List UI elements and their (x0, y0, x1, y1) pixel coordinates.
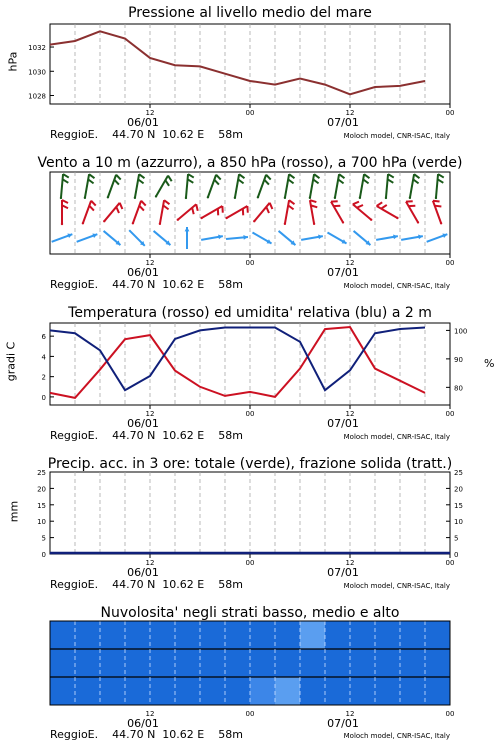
y-right-tick-label: 10 (454, 518, 463, 527)
wind-850-barb-shaft (160, 200, 164, 224)
time-tick-label: 00 (445, 259, 455, 267)
wind-10m-arrow (427, 233, 448, 241)
wind-850-barb-barb (120, 203, 123, 209)
wind-10m-arrow (252, 233, 271, 244)
wind-850-barb-shaft (310, 200, 314, 224)
wind-850-barb-head (313, 223, 315, 225)
cloud-cell (250, 621, 276, 649)
wind-850-barb-shaft (227, 206, 248, 218)
time-tick-label: 00 (245, 410, 255, 418)
wind-850-barb (353, 202, 373, 221)
wind-850-barb-barb (89, 206, 94, 211)
wind-850-barb (284, 200, 295, 225)
wind-850-barb-head (417, 221, 419, 223)
wind-700-barb (185, 174, 194, 199)
wind-850-barb-barb (139, 206, 144, 211)
wind-700-barb-shaft (108, 175, 116, 198)
wind-850-barb-barb (141, 201, 146, 206)
wind-700-barb (84, 174, 95, 199)
wind-850-barb-head (396, 217, 398, 219)
cloud-cell (350, 621, 376, 649)
y-right-tick-label: 5 (454, 534, 459, 543)
wind-700-barb-head (84, 197, 86, 199)
wind-850-barb-shaft (133, 201, 141, 224)
time-tick-label: 12 (345, 710, 355, 718)
date-label: 07/01 (327, 266, 359, 279)
cloud-cell (375, 677, 401, 705)
wind-700-barb-shaft (235, 174, 239, 198)
wind-10m-arrow (327, 233, 346, 244)
wind-700-barb-head (185, 197, 187, 199)
time-tick-label: 12 (145, 259, 155, 267)
wind-10m-arrow (201, 234, 223, 239)
wind-700-barb-shaft (360, 174, 364, 198)
y-right-tick-label: 25 (454, 469, 463, 477)
wind-850-barb-head (103, 220, 105, 222)
cloud-cell (75, 649, 101, 677)
pressure-title: Pressione al livello medio del mare (128, 5, 372, 21)
wind-700-barb-barb (138, 179, 143, 183)
wind-850-barb-barb (289, 200, 294, 204)
cloud-cell (400, 677, 426, 705)
time-tick-label: 12 (145, 410, 155, 418)
wind-850-barb-shaft (353, 204, 371, 219)
wind-850-barb-shaft (104, 203, 119, 221)
time-tick-label: 12 (345, 109, 355, 117)
credit-label-1: Moloch model, CNR-ISAC, Italy (343, 132, 450, 140)
cloud-cell (150, 649, 176, 677)
time-tick-label: 00 (445, 710, 455, 718)
wind-850-barb (331, 201, 344, 223)
time-tick-label: 12 (145, 710, 155, 718)
wind-700-barb (385, 174, 394, 199)
y-right-tick-label: 90 (454, 355, 463, 364)
wind-700-barb-barb (364, 174, 369, 178)
time-tick-label: 12 (145, 109, 155, 117)
plot-frame-3 (50, 472, 450, 554)
wind-700-barb-head (385, 197, 387, 199)
wind-700-barb-barb (165, 180, 169, 186)
y-tick-label: 10 (37, 518, 46, 527)
date-label: 06/01 (127, 566, 159, 579)
time-tick-label: 00 (245, 109, 255, 117)
wind-700-barb-barb (63, 179, 69, 183)
wind-700-barb-shaft (386, 174, 388, 198)
wind-700-barb-barb (438, 174, 444, 178)
wind-850-barb (61, 200, 68, 225)
cloud-cell (100, 621, 126, 649)
wind-850-barb-shaft (331, 202, 343, 223)
wind-700-barb-shaft (61, 174, 63, 198)
credit-label-3: Moloch model, CNR-ISAC, Italy (343, 433, 450, 441)
wind-700-barb-barb (338, 179, 343, 183)
cloud-cell (325, 649, 351, 677)
wind-700-barb-shaft (258, 175, 266, 198)
wind-700-barb-head (155, 195, 157, 197)
wind-10m-arrow (185, 227, 190, 249)
y-tick-label: 5 (41, 534, 46, 543)
y-tick-label: 1028 (28, 92, 46, 101)
wind-700-barb-shaft (208, 175, 216, 198)
temperature-line (50, 327, 425, 398)
wind-850-barb-shaft (406, 202, 418, 223)
cloud-cell (200, 677, 226, 705)
precip-ylabel: mm (7, 500, 21, 523)
cloud-cell (250, 649, 276, 677)
cloud-cell (50, 649, 76, 677)
wind-700-barb-barb (116, 175, 121, 180)
wind-700-barb (435, 174, 444, 199)
wind-850-barb (225, 206, 247, 219)
wind-850-barb-barb (377, 202, 383, 206)
date-label: 06/01 (127, 266, 159, 279)
wind-850-barb-head (284, 223, 286, 225)
wind-700-barb-shaft (156, 176, 168, 197)
wind-850-barb-head (440, 222, 442, 224)
cloud-cell (350, 677, 376, 705)
cloud-cell (225, 621, 251, 649)
cloud-cell (300, 649, 326, 677)
wind-700-barb-barb (414, 174, 419, 178)
wind-850-barb-barb (91, 201, 96, 206)
y-tick-label: 6 (41, 333, 46, 342)
cloud-cell (325, 621, 351, 649)
cloud-cell (175, 677, 201, 705)
wind-10m-arrow (226, 235, 248, 240)
wind-700-barb (155, 176, 172, 198)
wind-700-barb-head (234, 197, 236, 199)
wind-850-barb-head (342, 221, 344, 223)
cloud-title: Nuvolosita' negli strati basso, medio e alto (100, 605, 400, 621)
wind-700-barb (207, 175, 221, 199)
wind-10m-arrow (52, 233, 73, 241)
cloud-cell (375, 621, 401, 649)
pressure-ylabel: hPa (6, 51, 20, 72)
wind-700-barb-barb (114, 180, 119, 185)
cloud-cell (50, 621, 76, 649)
wind-10m-arrow (104, 231, 121, 245)
wind-700-barb (234, 174, 245, 199)
wind-700-barb-shaft (285, 174, 289, 198)
temperature-title: Temperatura (rosso) ed umidita' relativa (blu) a 2 m (68, 305, 432, 321)
time-tick-label: 00 (245, 259, 255, 267)
wind-700-barb-barb (239, 174, 244, 178)
wind-850-barb (406, 201, 419, 223)
date-label: 07/01 (327, 717, 359, 730)
wind-700-barb-shaft (410, 174, 414, 198)
y-right-tick-label: 100 (454, 327, 468, 336)
wind-700-barb-barb (63, 174, 69, 178)
wind-700-barb-shaft (335, 174, 339, 198)
wind-700-barb-head (409, 197, 411, 199)
cloud-cell (400, 649, 426, 677)
wind-700-barb (107, 175, 121, 199)
cloud-cell (50, 677, 76, 705)
wind-850-barb (200, 206, 222, 219)
cloud-cell (425, 621, 451, 649)
wind-700-barb-shaft (135, 174, 139, 198)
wind-10m-arrow (279, 231, 296, 245)
cloud-cell (250, 677, 276, 705)
wind-850-barb (103, 203, 122, 223)
wind-700-barb-barb (313, 179, 318, 183)
wind-700-barb (284, 174, 295, 199)
cloud-cell (425, 649, 451, 677)
wind-10m-arrow (77, 233, 98, 241)
wind-700-barb-barb (339, 174, 344, 178)
wind-10m-arrow (376, 234, 398, 239)
wind-850-barb-barb (192, 208, 194, 215)
location-label-5: ReggioE. 44.70 N 10.62 E 58m (50, 728, 243, 741)
time-tick-label: 00 (445, 410, 455, 418)
wind-850-barb-shaft (285, 200, 289, 224)
wind-700-barb-barb (264, 180, 269, 185)
wind-700-barb-barb (438, 179, 444, 183)
wind-850-barb-barb (164, 200, 169, 204)
time-tick-label: 00 (245, 710, 255, 718)
y-tick-label: 1032 (28, 44, 46, 53)
wind-850-barb-head (370, 219, 372, 221)
wind-700-barb-shaft (85, 174, 89, 198)
wind-700-barb-barb (288, 179, 293, 183)
wind-700-barb-barb (266, 175, 271, 180)
wind-850-barb-barb (116, 207, 119, 213)
cloud-cell (200, 621, 226, 649)
wind-850-barb (253, 203, 272, 223)
cloud-cell (125, 621, 151, 649)
wind-title: Vento a 10 m (azzurro), a 850 hPa (rosso), a 700 hPa (verde) (37, 155, 463, 171)
wind-850-barb-shaft (83, 201, 91, 224)
wind-700-barb (60, 174, 69, 199)
humidity-ylabel: % (484, 357, 495, 370)
cloud-cell (275, 677, 301, 705)
cloud-cell (100, 677, 126, 705)
precip-title: Precip. acc. in 3 ore: totale (verde), frazione solida (tratt.) (47, 456, 453, 472)
wind-850-barb (82, 201, 96, 225)
wind-850-barb-barb (357, 205, 363, 208)
location-label-4: ReggioE. 44.70 N 10.62 E 58m (50, 578, 243, 591)
cloud-cell (150, 621, 176, 649)
wind-700-barb-barb (388, 179, 394, 183)
wind-700-barb (134, 174, 145, 199)
wind-10m-arrow (154, 231, 171, 245)
wind-700-barb-barb (188, 179, 194, 183)
cloud-cell (275, 621, 301, 649)
wind-700-barb-head (134, 197, 136, 199)
date-label: 07/01 (327, 116, 359, 129)
time-tick-label: 12 (145, 559, 155, 567)
wind-850-barb (377, 202, 399, 219)
time-tick-label: 00 (245, 559, 255, 567)
wind-700-barb (257, 175, 271, 199)
y-right-tick-label: 20 (454, 485, 463, 494)
wind-850-barb-shaft (202, 206, 223, 218)
wind-700-barb-head (334, 197, 336, 199)
plot-frame-0 (50, 24, 450, 104)
wind-700-barb (359, 174, 370, 199)
wind-700-barb-shaft (310, 174, 314, 198)
wind-700-barb-head (309, 197, 311, 199)
time-tick-label: 00 (445, 109, 455, 117)
wind-850-barb-head (253, 220, 255, 222)
wind-850-barb-shaft (254, 203, 269, 221)
y-right-tick-label: 15 (454, 501, 463, 510)
cloud-cell (200, 649, 226, 677)
cloud-cell (125, 677, 151, 705)
wind-700-barb (409, 174, 420, 199)
cloud-cell (375, 649, 401, 677)
cloud-cell (325, 677, 351, 705)
wind-700-barb-barb (188, 174, 194, 178)
wind-700-barb-barb (388, 174, 394, 178)
y-tick-label: 0 (41, 551, 46, 559)
wind-700-barb-barb (363, 179, 368, 183)
cloud-cell (300, 677, 326, 705)
wind-850-barb-barb (353, 202, 359, 205)
wind-700-barb-head (284, 197, 286, 199)
wind-700-barb-barb (88, 179, 93, 183)
wind-700-barb-head (435, 197, 437, 199)
time-tick-label: 12 (345, 410, 355, 418)
y-tick-label: 1030 (28, 68, 46, 77)
wind-850-barb-barb (435, 206, 442, 207)
wind-850-barb-head (132, 222, 134, 224)
y-tick-label: 4 (41, 353, 46, 362)
wind-850-barb-barb (381, 205, 387, 209)
wind-700-barb-head (60, 197, 62, 199)
wind-700-barb-barb (238, 179, 243, 183)
date-label: 06/01 (127, 116, 159, 129)
wind-700-barb-shaft (436, 174, 438, 198)
y-tick-label: 20 (37, 485, 46, 494)
wind-10m-arrow-head (243, 235, 248, 240)
wind-10m-arrow (129, 230, 145, 246)
pressure-line (50, 31, 425, 94)
y-tick-label: 0 (41, 393, 46, 402)
wind-700-barb-barb (289, 174, 294, 178)
cloud-cell (400, 621, 426, 649)
wind-850-barb-barb (288, 205, 293, 209)
time-tick-label: 12 (345, 559, 355, 567)
wind-10m-arrow (401, 234, 423, 239)
wind-850-barb-head (177, 219, 179, 221)
cloud-cell (175, 621, 201, 649)
cloud-cell (100, 649, 126, 677)
wind-700-barb-head (207, 196, 209, 198)
wind-10m-arrow-head (185, 227, 190, 231)
cloud-cell (75, 621, 101, 649)
cloud-cell (300, 621, 326, 649)
cloud-cell (225, 649, 251, 677)
wind-700-barb-head (257, 196, 259, 198)
wind-700-barb-barb (216, 175, 221, 180)
cloud-cell (125, 649, 151, 677)
location-label-3: ReggioE. 44.70 N 10.62 E 58m (50, 429, 243, 442)
y-right-tick-label: 0 (454, 551, 459, 559)
cloud-cell (175, 649, 201, 677)
cloud-cell (425, 677, 451, 705)
wind-850-barb (310, 200, 317, 225)
wind-850-barb-barb (270, 203, 273, 209)
wind-700-barb-barb (89, 174, 94, 178)
wind-850-barb-head (159, 223, 161, 225)
wind-700-barb-head (107, 196, 109, 198)
wind-850-barb-head (82, 222, 84, 224)
wind-700-barb (309, 174, 320, 199)
wind-10m-arrow (301, 234, 323, 239)
wind-850-barb-barb (266, 207, 269, 213)
wind-700-barb-shaft (186, 174, 188, 198)
wind-850-barb-head (200, 217, 202, 219)
cloud-cell (350, 649, 376, 677)
wind-700-barb-barb (139, 174, 144, 178)
wind-10m-arrow (354, 231, 371, 245)
wind-700-barb-head (359, 197, 361, 199)
date-label: 07/01 (327, 417, 359, 430)
wind-850-barb-shaft (433, 201, 441, 224)
wind-700-barb-barb (314, 174, 319, 178)
time-tick-label: 00 (445, 559, 455, 567)
wind-700-barb-barb (168, 176, 172, 182)
wind-850-barb (159, 200, 170, 225)
wind-700-barb (334, 174, 345, 199)
wind-700-barb-barb (413, 179, 418, 183)
y-tick-label: 15 (37, 501, 46, 510)
y-right-tick-label: 80 (454, 384, 463, 393)
credit-label-4: Moloch model, CNR-ISAC, Italy (343, 582, 450, 590)
wind-850-barb-barb (163, 205, 168, 209)
y-tick-label: 25 (37, 469, 46, 477)
wind-850-barb-head (61, 223, 63, 225)
wind-850-barb-head (225, 217, 227, 219)
wind-850-barb-shaft (377, 206, 398, 218)
wind-850-barb (433, 201, 442, 225)
time-tick-label: 12 (345, 259, 355, 267)
wind-850-barb (132, 201, 146, 225)
date-label: 06/01 (127, 417, 159, 430)
temperature-ylabel: gradi C (4, 341, 18, 382)
credit-label-2: Moloch model, CNR-ISAC, Italy (343, 282, 450, 290)
cloud-cell (225, 677, 251, 705)
wind-850-barb-barb (196, 204, 198, 211)
cloud-cell (275, 649, 301, 677)
wind-700-barb-barb (214, 180, 219, 185)
credit-label-5: Moloch model, CNR-ISAC, Italy (343, 732, 450, 740)
cloud-cell (75, 677, 101, 705)
cloud-cell (150, 677, 176, 705)
date-label: 07/01 (327, 566, 359, 579)
location-label-2: ReggioE. 44.70 N 10.62 E 58m (50, 278, 243, 291)
wind-850-barb-barb (433, 201, 440, 202)
wind-850-barb (177, 204, 198, 221)
location-label-1: ReggioE. 44.70 N 10.62 E 58m (50, 128, 243, 141)
y-tick-label: 2 (41, 373, 46, 382)
date-label: 06/01 (127, 717, 159, 730)
